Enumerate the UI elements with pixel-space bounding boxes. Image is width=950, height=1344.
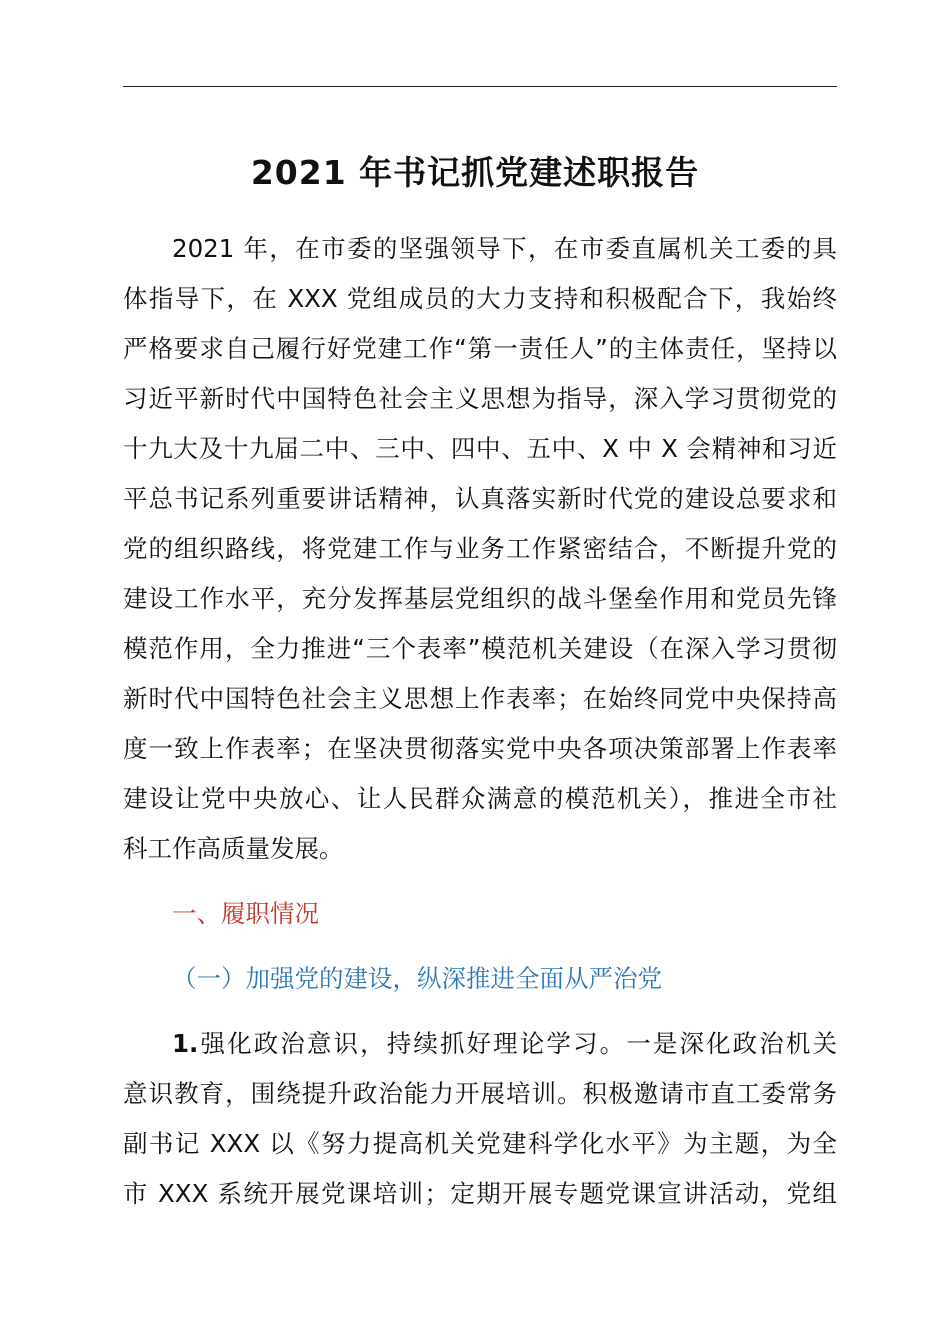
section-heading-1: 一、履职情况 [172, 899, 319, 928]
item-1-first-line [123, 1026, 837, 1062]
subsection-heading: （一）加强党的建设，纵深推进全面从严治党 [172, 964, 662, 993]
intro-line: 建设让党中央放心、让人民群众满意的模范机关），推进全市社 [123, 784, 837, 813]
intro-line: 体指导下，在 XXX 党组成员的大力支持和积极配合下，我始终 [123, 284, 837, 313]
document-title: 2021 年书记抓党建述职报告 [250, 153, 700, 192]
intro-line: 建设工作水平，充分发挥基层党组织的战斗堡垒作用和党员先锋 [123, 584, 837, 613]
intro-line: 度一致上作表率；在坚决贯彻落实党中央各项决策部署上作表率 [123, 734, 837, 763]
intro-line: 2021 年，在市委的坚强领导下，在市委直属机关工委的具 [172, 234, 837, 263]
intro-line: 新时代中国特色社会主义思想上作表率；在始终同党中央保持高 [123, 684, 837, 713]
item-number: 1. [172, 1029, 199, 1058]
intro-line: 习近平新时代中国特色社会主义思想为指导，深入学习贯彻党的 [123, 384, 837, 413]
header-rule [123, 86, 837, 87]
item-1-line: 市 XXX 系统开展党课培训；定期开展专题党课宣讲活动，党组 [123, 1179, 837, 1208]
intro-line: 模范作用，全力推进“三个表率”模范机关建设（在深入学习贯彻 [123, 634, 837, 663]
item-1-line: 意识教育，围绕提升政治能力开展培训。积极邀请市直工委常务 [123, 1079, 837, 1108]
intro-line: 严格要求自己履行好党建工作“第一责任人”的主体责任，坚持以 [123, 334, 837, 363]
intro-line: 党的组织路线，将党建工作与业务工作紧密结合，不断提升党的 [123, 534, 837, 563]
intro-line: 十九大及十九届二中、三中、四中、五中、X 中 X 会精神和习近 [123, 434, 837, 463]
item-1-text: 强化政治意识，持续抓好理论学习。一是深化政治机关 [198, 1029, 837, 1058]
intro-line: 平总书记系列重要讲话精神，认真落实新时代党的建设总要求和 [123, 484, 837, 513]
item-1-line: 副书记 XXX 以《努力提高机关党建科学化水平》为主题，为全 [123, 1129, 837, 1158]
intro-line: 科工作高质量发展。 [123, 834, 344, 863]
